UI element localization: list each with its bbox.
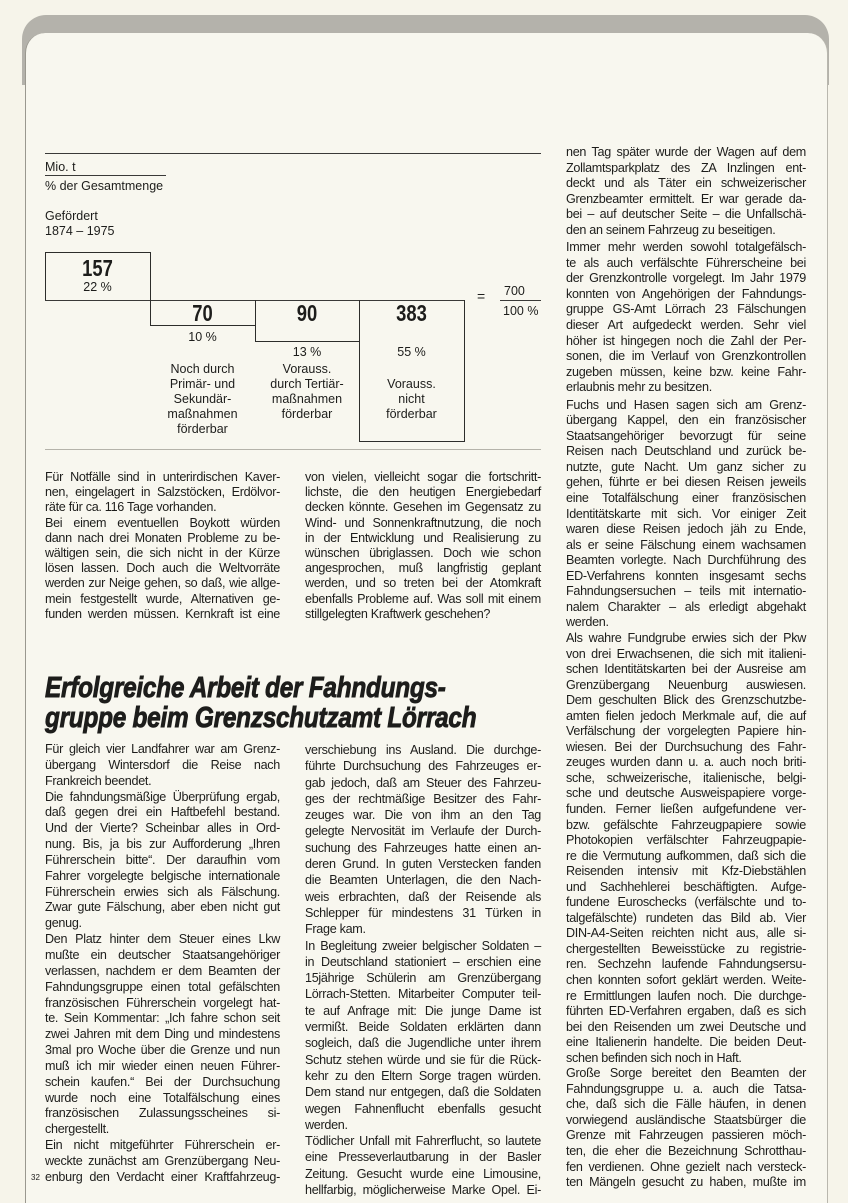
text-line: sogleich, daß die Jugendliche unter ihrem bbox=[305, 1036, 541, 1051]
text-line: wiesen. Bei der Durchsuchung des Fahr- bbox=[566, 739, 806, 754]
text-line: verlassen, nachdem er dem Beamten der bbox=[45, 963, 280, 978]
text-line: Für Notfälle sind in unterirdischen Kaver- bbox=[45, 470, 280, 484]
text-line: werden. bbox=[305, 1117, 348, 1132]
text-line: in der Entwicklung und Realisierung zu bbox=[305, 530, 541, 545]
text-line: Lörrach-Stetten. Mitarbeiter Computer teil- bbox=[305, 987, 541, 1002]
text-line: Dem geschulten Blick des Grenzschutzbe- bbox=[566, 693, 806, 708]
text-line: gehen, führte er bei diesen Reisen jeweils bbox=[566, 475, 806, 490]
text-line: In Begleitung zweier belgischer Soldaten – bbox=[305, 938, 541, 953]
text-line: und Sachhehlerei beschäftigten. Aufge- bbox=[566, 879, 806, 894]
text-line: schein kaufen.“ Bei der Durchsuchung bbox=[45, 1074, 280, 1089]
paragraph bbox=[566, 145, 806, 238]
block-label-line: förderbar bbox=[281, 407, 333, 421]
text-line: Grenzübergang Neuenburg auswiesen. bbox=[566, 677, 806, 692]
block-label-line: nicht bbox=[398, 392, 425, 406]
text-line: französischen Führerschein vorgelegt hat- bbox=[45, 995, 280, 1010]
text-line: Die fahndungsmäßige Überprüfung ergab, bbox=[45, 789, 280, 804]
paragraph bbox=[45, 516, 280, 622]
text-line: Ein nicht mitgeführter Führerschein er- bbox=[45, 1138, 280, 1153]
text-line: Wind- und Sonnenkraftnutzung, die noch bbox=[305, 515, 541, 530]
paragraph bbox=[45, 790, 280, 933]
text-line: konnten von Angehörigen der Fahndungs- bbox=[566, 286, 806, 301]
text-line: nung. Bis, ja bis zur Aufforderung „Ihren bbox=[45, 837, 280, 852]
text-line: lichste, die den heutigen Energiebedarf bbox=[305, 485, 541, 500]
text-line: Tödlicher Unfall mit Fahrerflucht, so lautete bbox=[305, 1134, 541, 1149]
text-line: übergang Kappel, den ein französischer bbox=[566, 413, 806, 428]
paragraph bbox=[566, 631, 806, 1066]
text-line: Fahndungsgruppe u. a. auch die Tatsa- bbox=[566, 1081, 806, 1096]
text-line: Grenze mit Fahrzeugen passieren möch- bbox=[566, 1128, 806, 1143]
text-line: chergestellten Beweisstücke zu registrie- bbox=[566, 941, 806, 956]
block-percent: 10 % bbox=[188, 330, 217, 344]
text-line: bei den Reisenden um zwei Deutsche und bbox=[566, 1019, 806, 1034]
block-label-line: förderbar bbox=[386, 407, 437, 421]
text-line: suchung des Fahrzeuges hatte einen an- bbox=[305, 840, 541, 855]
diagram-bottom-rule bbox=[45, 449, 541, 450]
text-line: wältigen sein, die sich nicht in der Kürze bbox=[45, 546, 280, 561]
text-line: wünschen übriglassen. Doch wie schon bbox=[305, 546, 541, 561]
text-line: Bei einem eventuellen Boykott würden bbox=[45, 515, 280, 530]
article-title bbox=[45, 673, 476, 733]
text-line: schen befinden sich noch in Haft. bbox=[566, 1050, 742, 1065]
text-line: Staatsangehöriger bevorzugt für seine bbox=[566, 428, 806, 443]
text-line: Grenzbeamter ermittelt. Er war gerade da- bbox=[566, 191, 806, 206]
text-line: Fahndungsersuchen – teils mit internatio- bbox=[566, 584, 806, 599]
block-percent: 13 % bbox=[292, 345, 322, 359]
block-label-line: Sekundär- bbox=[173, 392, 232, 406]
text-line: ren. Sechzehn laufende Fahndungsersu- bbox=[566, 957, 806, 972]
text-line: der Grenzkontrolle vorgelegt. Im Jahr 1979 bbox=[566, 271, 806, 286]
block-value: 383 bbox=[396, 300, 427, 326]
text-line: deckt und als Täter ein schweizerischer bbox=[566, 176, 806, 191]
text-line: Frankreich beendet. bbox=[45, 773, 152, 788]
block-label-line: Noch durch bbox=[170, 362, 235, 376]
text-line: Immer mehr werden sowohl totalgefälsch- bbox=[566, 240, 806, 255]
paragraph bbox=[305, 1133, 541, 1198]
text-line: dann nach drei Monaten Probleme zu be- bbox=[45, 530, 280, 545]
text-line: lösen lassen. Doch auch die Weltvorräte bbox=[45, 561, 280, 576]
text-line: chergestellt. bbox=[45, 1122, 110, 1137]
paragraph bbox=[305, 470, 541, 622]
title-line: Erfolgreiche Arbeit der Fahndungs- bbox=[45, 672, 446, 704]
text-line: nen, eingelagert in Salzstöcken, Erdölvor- bbox=[45, 485, 280, 500]
text-line: Den Platz hinter dem Steuer eines Lkw bbox=[45, 932, 280, 947]
paragraph bbox=[566, 240, 806, 395]
text-line: Frage kam. bbox=[305, 922, 366, 937]
text-line: te. Sein Kommentar: „Ich fahre schon seit bbox=[45, 1011, 280, 1026]
text-line: weis erbrachten, daß der Reisende als bbox=[305, 889, 541, 904]
equals-sign: = bbox=[477, 288, 486, 304]
text-line: Als wahre Fundgrube erwies sich der Pkw bbox=[566, 630, 806, 645]
article-column-1 bbox=[45, 742, 280, 1186]
text-line: zwei Jahren mit dem Ding und mindestens bbox=[45, 1027, 280, 1042]
text-line: waren diese Reisen jedoch jäh zu Ende, bbox=[566, 522, 806, 537]
text-line: Dem stand nur entgegen, daß die Soldaten bbox=[305, 1085, 541, 1100]
text-line: übergang Wintersdorf die Reise nach bbox=[45, 757, 280, 772]
text-line: funden werden müssen. Kernkraft ist eine bbox=[45, 606, 280, 621]
text-line: nen Tag später wurde der Wagen auf dem bbox=[566, 145, 806, 159]
text-line: zugeben müssen, keine bzw. keine Fahr- bbox=[566, 364, 806, 379]
text-line: zeuges wurden dann u. a. auch noch briti- bbox=[566, 755, 806, 770]
unit-label: Mio. t bbox=[45, 160, 76, 174]
text-line: daß gegen drei ein Haftbefehl bestand. bbox=[45, 805, 280, 820]
text-line: 3mal pro Woche über die Grenze und nun bbox=[45, 1043, 280, 1058]
text-line: schen Identitätskarten bei der Ausreise am bbox=[566, 662, 806, 677]
text-line: eine Italienerin handelte. Die beiden Deut- bbox=[566, 1035, 806, 1050]
text-line: zeuges war. Die von ihm an den Tag bbox=[305, 808, 541, 823]
text-line: Fahrer vorgelegte belgische internationale bbox=[45, 868, 280, 883]
text-line: Und der Vierte? Scheinbar alles in Ord- bbox=[45, 821, 280, 836]
text-line: bei – auf deutscher Seite – die Unfallschä- bbox=[566, 207, 806, 222]
block-label-line: durch Tertiär- bbox=[270, 377, 344, 391]
text-line: weckte zunächst am Grenzübergang Neu- bbox=[45, 1153, 280, 1168]
paragraph bbox=[305, 742, 541, 938]
paragraph bbox=[45, 470, 280, 516]
text-line: gruppe GS-Amt Lörrach 23 Fälschungen bbox=[566, 302, 806, 317]
text-line: werden zur Neige gehen, so daß, wie allge- bbox=[45, 576, 280, 591]
text-line: als er seine Fälschung einem wachsamen bbox=[566, 537, 806, 552]
text-line: Reisenden intensiv mit Kfz-Diebstählen bbox=[566, 864, 806, 879]
block-label bbox=[150, 362, 255, 437]
text-line: 15jährige Schülerin am Grenzübergang bbox=[305, 971, 541, 986]
paragraph bbox=[45, 1138, 280, 1186]
text-line: ten Mängeln gesucht zu haben, mußte im bbox=[566, 1175, 806, 1190]
text-line: ten, die eher die Bezeichnung Schrotthau- bbox=[566, 1144, 806, 1158]
text-line: Zollamtsparkplatz des ZA Inzlingen ent- bbox=[566, 160, 806, 175]
text-line: hellfarbig, möglicherweise Marke Opel. Ei- bbox=[305, 1183, 541, 1198]
text-line: deren Grund. In guten Verstecken fanden bbox=[305, 857, 541, 872]
text-line: sche und deutsche Ausweispapiere vorge- bbox=[566, 786, 806, 801]
unit-sublabel: % der Gesamtmenge bbox=[45, 179, 164, 193]
text-line: che, daß sich die Fälle häufen, in denen bbox=[566, 1097, 806, 1112]
block-label-line: maßnahmen bbox=[167, 407, 238, 421]
text-line: erlaubnis mehr zu besitzen. bbox=[566, 380, 712, 395]
text-line: höher ist hingegen noch die Zahl der Per- bbox=[566, 333, 806, 348]
total-fraction-line bbox=[500, 300, 541, 301]
block-value: 90 bbox=[296, 300, 318, 326]
text-line: dieser Art aufgedeckt werden. Sehr viel bbox=[566, 318, 806, 333]
caption-line1: Gefördert bbox=[45, 209, 98, 223]
block-label bbox=[255, 362, 359, 422]
text-line: eine Presseverlautbarung in der Basler bbox=[305, 1150, 541, 1165]
article-column-2 bbox=[305, 742, 541, 1198]
block-label-line: Vorauss. bbox=[282, 362, 332, 376]
block-value: 157 bbox=[82, 255, 113, 281]
text-line: räte für ca. 116 Tage vorhanden. bbox=[45, 500, 217, 515]
text-line: ges der rechtmäßige Besitzer des Fahr- bbox=[305, 791, 541, 806]
text-line: ebenfalls Probleme auf. Was soll mit einem bbox=[305, 591, 541, 606]
block-label bbox=[359, 377, 464, 422]
upper-column-2 bbox=[305, 470, 541, 622]
text-line: eine Totalfälschung einer französischen bbox=[566, 491, 806, 506]
text-line: nutzte, gute Nacht. Um ganz sicher zu bbox=[566, 459, 806, 474]
paragraph bbox=[566, 1066, 806, 1190]
diagram-top-rule bbox=[45, 153, 541, 154]
text-line: mein festgestellt wurde, Alternativen ge- bbox=[45, 591, 280, 606]
text-line: DIN-A4-Seiten reichten nicht aus, alle si- bbox=[566, 926, 806, 941]
text-line: fundene Euroschecks (verfälschte und to- bbox=[566, 895, 806, 910]
text-line: Beamten vorlegte. Nach Durchführung des bbox=[566, 553, 806, 568]
text-line: von drei Erwachsenen, die sich mit italieni- bbox=[566, 646, 806, 661]
text-line: stillgelegten Kraftwerk geschehen? bbox=[305, 606, 491, 621]
paragraph bbox=[566, 398, 806, 631]
total-value: 700 bbox=[504, 284, 525, 298]
text-line: fen verdienen. Ohne gezielt nach versteck- bbox=[566, 1159, 806, 1174]
text-line: sche, schweizerische, italienische, belgi- bbox=[566, 770, 806, 785]
text-line: mußte ein deutscher Staatsangehöriger bbox=[45, 947, 280, 962]
caption-line2: 1874 – 1975 bbox=[45, 224, 115, 238]
text-line: vorwiegend ausländische Staatsbürger die bbox=[566, 1112, 806, 1127]
block-label-line: förderbar bbox=[177, 422, 228, 436]
block-percent: 55 % bbox=[397, 345, 426, 359]
text-line: Fahndungsgruppe einen total gefälschten bbox=[45, 979, 280, 994]
block-value: 70 bbox=[192, 300, 213, 326]
text-line: Führerschein erwies sich als Fälschung. bbox=[45, 884, 280, 899]
block-percent: 22 % bbox=[83, 280, 112, 294]
text-line: Identitätskarte mit sich. Vor einiger Zeit bbox=[566, 506, 806, 521]
page-number: 32 bbox=[31, 1173, 40, 1182]
text-line: vermißt. Beide Soldaten erklärten dann bbox=[305, 1020, 541, 1035]
text-line: wurde noch eine Totalfälschung eines bbox=[45, 1090, 280, 1105]
text-line: re die Vermutung aufkommen, daß sich die bbox=[566, 848, 806, 863]
text-line: angesprochen, muß langfristig geplant bbox=[305, 561, 541, 576]
text-line: Schutz stehen würde und sie für die Rück- bbox=[305, 1052, 541, 1067]
text-line: führten ED-Verfahren ergaben, daß es sich bbox=[566, 1004, 806, 1019]
text-line: werden. bbox=[566, 615, 609, 630]
text-line: Für gleich vier Landfahrer war am Grenz- bbox=[45, 742, 280, 756]
block-label-line: Vorauss. bbox=[387, 377, 436, 391]
text-line: wegen Fahnenflucht ebenfalls gesucht bbox=[305, 1101, 541, 1116]
block-label-line: Primär- und bbox=[169, 377, 236, 391]
text-line: Schlepper für mindestens 31 Türken in bbox=[305, 905, 541, 920]
text-line: Reisen nach Deutschland und zurück be- bbox=[566, 444, 806, 459]
text-line: te auf Anfrage mit: Die junge Dame ist bbox=[305, 1003, 541, 1018]
text-line: chen konnten sofort geklärt werden. Weite- bbox=[566, 972, 806, 987]
text-line: genug. bbox=[45, 916, 82, 931]
article-column-3 bbox=[566, 145, 806, 1191]
text-line: nalem Charakter – als erledigt abgehakt bbox=[566, 599, 806, 614]
text-line: enburg den Verdacht einer Kraftfahrzeug- bbox=[45, 1169, 280, 1184]
text-line: talgefälschte) rundeten das Bild ab. Vier bbox=[566, 910, 806, 925]
text-line: kehr zu den Eltern Sorge tragen würden. bbox=[305, 1068, 541, 1083]
text-line: gelegte Nervosität im Verlaufe der Durch- bbox=[305, 824, 541, 839]
text-line: von vielen, vielleicht sogar die fortschritt- bbox=[305, 470, 541, 484]
text-line: Zwar gute Fälschung, aber eben nicht gut bbox=[45, 900, 280, 915]
text-line: Führerschein bitte“. Der daraufhin vom bbox=[45, 852, 280, 867]
text-line: bzw. gefälschte Fahrzeugpapiere sowie bbox=[566, 817, 806, 832]
text-line: te als auch verfälschte Führerscheine bei bbox=[566, 255, 806, 270]
text-line: re Ermittlungen laufen noch. Die durchge- bbox=[566, 988, 806, 1003]
text-line: Zeitung. Gesucht wurde eine Limousine, bbox=[305, 1166, 541, 1181]
text-line: muß ich mir wieder einen neuen Führer- bbox=[45, 1058, 280, 1073]
text-line: Photokopien verfälschter Fahrzeugpapie- bbox=[566, 833, 806, 848]
text-line: die Beamten Unterlagen, die den Nach- bbox=[305, 873, 541, 888]
text-line: gab jedoch, daß am Steuer des Fahrzeu- bbox=[305, 775, 541, 790]
text-line: sonen, die im Verlauf von Grenzkontrollen bbox=[566, 349, 806, 364]
paragraph bbox=[45, 932, 280, 1138]
total-percent: 100 % bbox=[503, 304, 539, 318]
unit-divider bbox=[45, 175, 166, 176]
paragraph bbox=[305, 938, 541, 1134]
title-line: gruppe beim Grenzschutzamt Lörrach bbox=[45, 702, 477, 734]
text-line: Große Sorge bereitet den Beamten der bbox=[566, 1066, 806, 1081]
text-line: verschiebung ins Ausland. Die durchge- bbox=[305, 743, 541, 757]
text-line: Fuchs und Hasen sagen sich am Grenz- bbox=[566, 397, 806, 412]
paragraph bbox=[45, 742, 280, 790]
text-line: decken könnte. Gesehen im Gegensatz zu bbox=[305, 500, 541, 515]
text-line: funden. Ferner ließen aufgefundene ver- bbox=[566, 801, 806, 816]
text-line: führte Durchsuchung des Fahrzeuges er- bbox=[305, 759, 541, 774]
block-label-line: maßnahmen bbox=[271, 392, 343, 406]
text-line: den an seinem Fahrzeug zu beseitigen. bbox=[566, 222, 776, 237]
upper-column-1 bbox=[45, 470, 280, 622]
text-line: in Deutschland stationiert – erschien eine bbox=[305, 954, 541, 969]
text-line: ED-Verfahrens konnten insgesamt sechs bbox=[566, 568, 806, 583]
text-line: Verfälschung der vorgelegten Papiere hin- bbox=[566, 724, 806, 739]
text-line: französischen Zulassungsscheines si- bbox=[45, 1106, 280, 1121]
text-line: werden, und so treten bei der Atomkraft bbox=[305, 576, 541, 591]
text-line: amten fielen jedoch Merkmale auf, die auf bbox=[566, 708, 806, 723]
